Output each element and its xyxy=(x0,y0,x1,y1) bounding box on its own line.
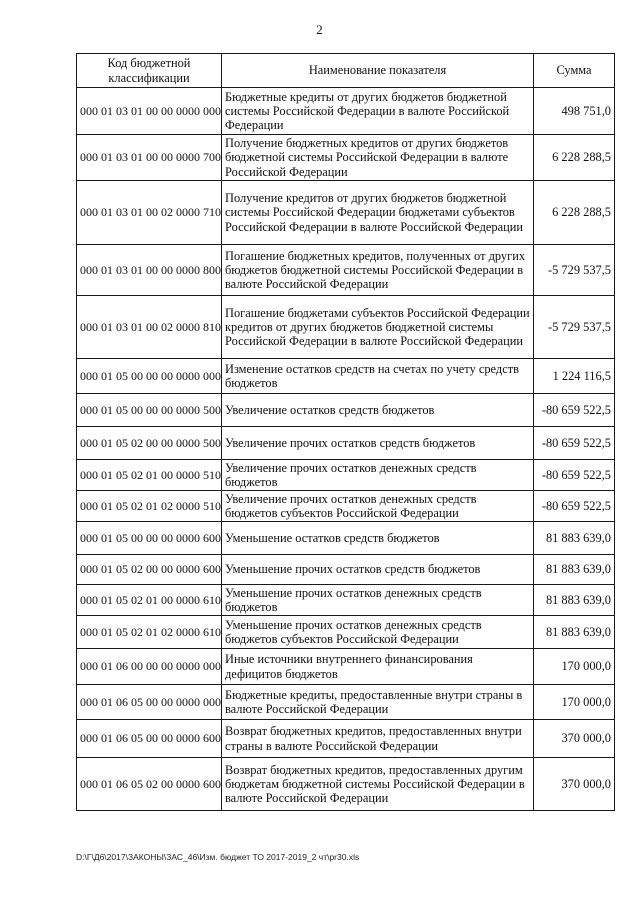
page-number: 2 xyxy=(316,22,323,37)
table-row xyxy=(77,685,615,720)
row-sum: -80 659 522,5 xyxy=(534,394,615,427)
table-row xyxy=(77,460,615,491)
row-sum: -80 659 522,5 xyxy=(534,427,615,460)
row-name: Изменение остатков средств на счетах по учету средств бюджетов xyxy=(222,359,534,394)
row-name: Уменьшение остатков средств бюджетов xyxy=(222,522,534,555)
row-name: Получение кредитов от других бюджетов бюджетной системы Российской Федерации бюджетами субъектов Российской Федерации в валюте Российской Федерации xyxy=(222,181,534,245)
table-row xyxy=(77,359,615,394)
row-name: Возврат бюджетных кредитов, предоставленных внутри страны в валюте Российской Федерации xyxy=(222,720,534,758)
row-name: Увеличение прочих остатков средств бюджетов xyxy=(222,427,534,460)
row-name: Возврат бюджетных кредитов, предоставленных другим бюджетам бюджетной системы Российской Федерации в валюте Российской Федерации xyxy=(222,758,534,811)
table-row xyxy=(77,296,615,359)
row-sum: 81 883 639,0 xyxy=(534,522,615,555)
row-code: 000 01 03 01 00 00 0000 700 xyxy=(77,135,222,181)
row-code: 000 01 05 02 01 02 0000 610 xyxy=(77,616,222,649)
row-code: 000 01 05 02 01 00 0000 610 xyxy=(77,585,222,616)
row-name: Уменьшение прочих остатков денежных средств бюджетов субъектов Российской Федерации xyxy=(222,616,534,649)
row-name: Увеличение прочих остатков денежных средств бюджетов xyxy=(222,460,534,491)
table-row xyxy=(77,616,615,649)
row-sum: -80 659 522,5 xyxy=(534,460,615,491)
file-path-footer: D:\Г\Д6\2017\ЗАКОНЫ\ЗАС_46\Изм. бюджет ТО 2017-2019_2 чт\pr30.xls xyxy=(76,852,360,862)
table-row xyxy=(77,427,615,460)
row-name: Погашение бюджетами субъектов Российской Федерации кредитов от других бюджетов бюджетной системы Российской Федерации в валюте Российской Федерации xyxy=(222,296,534,359)
row-sum: 170 000,0 xyxy=(534,685,615,720)
row-code: 000 01 03 01 00 02 0000 810 xyxy=(77,296,222,359)
table-row xyxy=(77,720,615,758)
row-sum: -80 659 522,5 xyxy=(534,491,615,522)
row-name: Бюджетные кредиты, предоставленные внутри страны в валюте Российской Федерации xyxy=(222,685,534,720)
row-sum: 6 228 288,5 xyxy=(534,181,615,245)
table-row xyxy=(77,245,615,296)
row-sum: 6 228 288,5 xyxy=(534,135,615,181)
row-name: Уменьшение прочих остатков денежных средств бюджетов xyxy=(222,585,534,616)
row-name: Бюджетные кредиты от других бюджетов бюджетной системы Российской Федерации в валюте Российской Федерации xyxy=(222,88,534,135)
row-code: 000 01 06 05 00 00 0000 600 xyxy=(77,720,222,758)
budget-sources-table xyxy=(76,53,615,811)
row-sum: -5 729 537,5 xyxy=(534,245,615,296)
row-code: 000 01 03 01 00 00 0000 800 xyxy=(77,245,222,296)
row-code: 000 01 06 05 02 00 0000 600 xyxy=(77,758,222,811)
table-row xyxy=(77,491,615,522)
row-name: Уменьшение прочих остатков средств бюджетов xyxy=(222,555,534,585)
table-row xyxy=(77,88,615,135)
row-sum: 170 000,0 xyxy=(534,649,615,685)
header-sum: Сумма xyxy=(534,54,615,88)
header-code: Код бюджетной классификации xyxy=(77,54,222,88)
table-row xyxy=(77,135,615,181)
row-code: 000 01 05 00 00 00 0000 000 xyxy=(77,359,222,394)
row-sum: 81 883 639,0 xyxy=(534,555,615,585)
row-name: Получение бюджетных кредитов от других бюджетов бюджетной системы Российской Федерации в валюте Российской Федерации xyxy=(222,135,534,181)
table-header-row xyxy=(77,54,615,88)
row-code: 000 01 03 01 00 02 0000 710 xyxy=(77,181,222,245)
header-name: Наименование показателя xyxy=(222,54,534,88)
table-row xyxy=(77,522,615,555)
row-sum: 1 224 116,5 xyxy=(534,359,615,394)
table-row xyxy=(77,758,615,811)
row-sum: -5 729 537,5 xyxy=(534,296,615,359)
row-name: Иные источники внутреннего финансирования дефицитов бюджетов xyxy=(222,649,534,685)
row-name: Увеличение остатков средств бюджетов xyxy=(222,394,534,427)
row-code: 000 01 05 02 00 00 0000 600 xyxy=(77,555,222,585)
row-code: 000 01 06 05 00 00 0000 000 xyxy=(77,685,222,720)
row-name: Погашение бюджетных кредитов, полученных от других бюджетов бюджетной системы Российской Федерации в валюте Российской Федерации xyxy=(222,245,534,296)
table-row xyxy=(77,585,615,616)
row-code: 000 01 05 02 00 00 0000 500 xyxy=(77,427,222,460)
row-sum: 81 883 639,0 xyxy=(534,616,615,649)
table-row xyxy=(77,649,615,685)
row-code: 000 01 03 01 00 00 0000 000 xyxy=(77,88,222,135)
table-row xyxy=(77,394,615,427)
row-sum: 370 000,0 xyxy=(534,720,615,758)
row-sum: 498 751,0 xyxy=(534,88,615,135)
row-sum: 370 000,0 xyxy=(534,758,615,811)
table-body xyxy=(77,88,615,811)
table-row xyxy=(77,181,615,245)
row-code: 000 01 05 00 00 00 0000 500 xyxy=(77,394,222,427)
table-row xyxy=(77,555,615,585)
row-name: Увеличение прочих остатков денежных средств бюджетов субъектов Российской Федерации xyxy=(222,491,534,522)
row-code: 000 01 06 00 00 00 0000 000 xyxy=(77,649,222,685)
row-sum: 81 883 639,0 xyxy=(534,585,615,616)
row-code: 000 01 05 02 01 02 0000 510 xyxy=(77,491,222,522)
row-code: 000 01 05 02 01 00 0000 510 xyxy=(77,460,222,491)
row-code: 000 01 05 00 00 00 0000 600 xyxy=(77,522,222,555)
